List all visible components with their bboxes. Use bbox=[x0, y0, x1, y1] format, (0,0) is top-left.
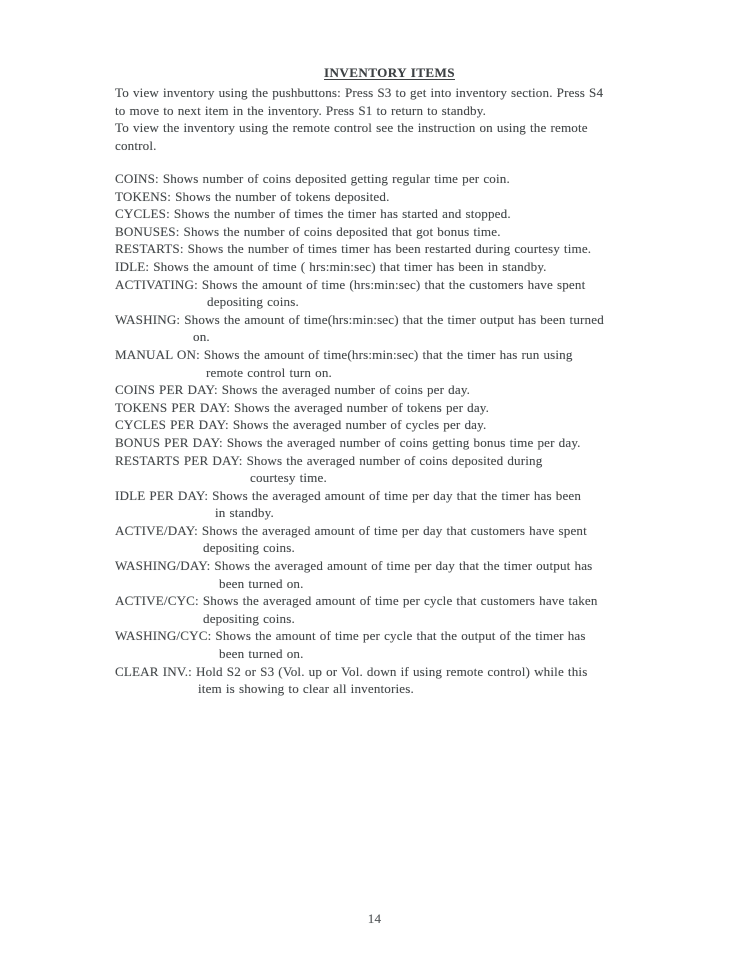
spacer bbox=[115, 154, 664, 170]
definition-line: CYCLES PER DAY: Shows the averaged number of cycles per day. bbox=[115, 417, 487, 433]
definition-line: WASHING/DAY: Shows the averaged amount of time per day that the timer output has bbox=[115, 558, 593, 574]
definition-line: BONUS PER DAY: Shows the averaged number of coins getting bonus time per day. bbox=[115, 434, 581, 450]
definition-continuation-line: courtesy time. bbox=[250, 470, 327, 486]
definition-line: WASHING: Shows the amount of time(hrs:min:sec) that the timer output has been turned bbox=[115, 311, 604, 327]
definition-line: CLEAR INV.: Hold S2 or S3 (Vol. up or Vol. down if using remote control) while this bbox=[115, 663, 588, 679]
definition-continuation-line: remote control turn on. bbox=[206, 364, 332, 380]
definition-continuation-line: depositing coins. bbox=[207, 294, 299, 310]
definition-continuation-line: been turned on. bbox=[219, 575, 304, 591]
definition-continuation-line: depositing coins. bbox=[203, 540, 295, 556]
definition-continuation-line: been turned on. bbox=[219, 646, 304, 662]
definition-continuation-line: item is showing to clear all inventories. bbox=[198, 681, 414, 697]
intro-line: To view inventory using the pushbuttons: Press S3 to get into inventory section. Press S4 bbox=[115, 85, 604, 100]
intro-line: control. bbox=[115, 137, 157, 153]
intro-paragraphs bbox=[115, 84, 664, 154]
definition-line: IDLE PER DAY: Shows the averaged amount of time per day that the timer has been bbox=[115, 487, 582, 503]
definition-line: TOKENS PER DAY: Shows the averaged number of tokens per day. bbox=[115, 399, 490, 415]
page-title: INVENTORY ITEMS bbox=[324, 65, 455, 80]
inventory-definition-list bbox=[115, 170, 664, 698]
definition-continuation-line: on. bbox=[193, 329, 210, 345]
document-content bbox=[115, 64, 664, 698]
definition-line: BONUSES: Shows the number of coins deposited that got bonus time. bbox=[115, 223, 501, 239]
definition-continuation-line: depositing coins. bbox=[203, 610, 295, 626]
definition-line: COINS PER DAY: Shows the averaged number of coins per day. bbox=[115, 382, 471, 398]
definition-continuation-line: in standby. bbox=[215, 505, 274, 521]
definition-line: ACTIVATING: Shows the amount of time (hrs:min:sec) that the customers have spent bbox=[115, 276, 586, 292]
definition-line: ACTIVE/DAY: Shows the averaged amount of time per day that customers have spent bbox=[115, 522, 587, 538]
page-number: 14 bbox=[367, 911, 382, 926]
intro-line: to move to next item in the inventory. Press S1 to return to standby. bbox=[115, 102, 487, 118]
definition-line: CYCLES: Shows the number of times the timer has started and stopped. bbox=[115, 206, 511, 222]
definition-line: MANUAL ON: Shows the amount of time(hrs:min:sec) that the timer has run using bbox=[115, 346, 573, 362]
definition-line: ACTIVE/CYC: Shows the averaged amount of time per cycle that customers have taken bbox=[115, 593, 598, 609]
definition-line: COINS: Shows number of coins deposited getting regular time per coin. bbox=[115, 171, 510, 186]
definition-line: IDLE: Shows the amount of time ( hrs:min:sec) that timer has been in standby. bbox=[115, 258, 547, 274]
definition-line: RESTARTS PER DAY: Shows the averaged number of coins deposited during bbox=[115, 452, 543, 468]
intro-line: To view the inventory using the remote control see the instruction on using the remote bbox=[115, 120, 588, 135]
definition-line: TOKENS: Shows the number of tokens deposited. bbox=[115, 188, 390, 204]
definition-line: WASHING/CYC: Shows the amount of time per cycle that the output of the timer has bbox=[115, 628, 586, 644]
definition-line: RESTARTS: Shows the number of times timer has been restarted during courtesy time. bbox=[115, 241, 592, 257]
